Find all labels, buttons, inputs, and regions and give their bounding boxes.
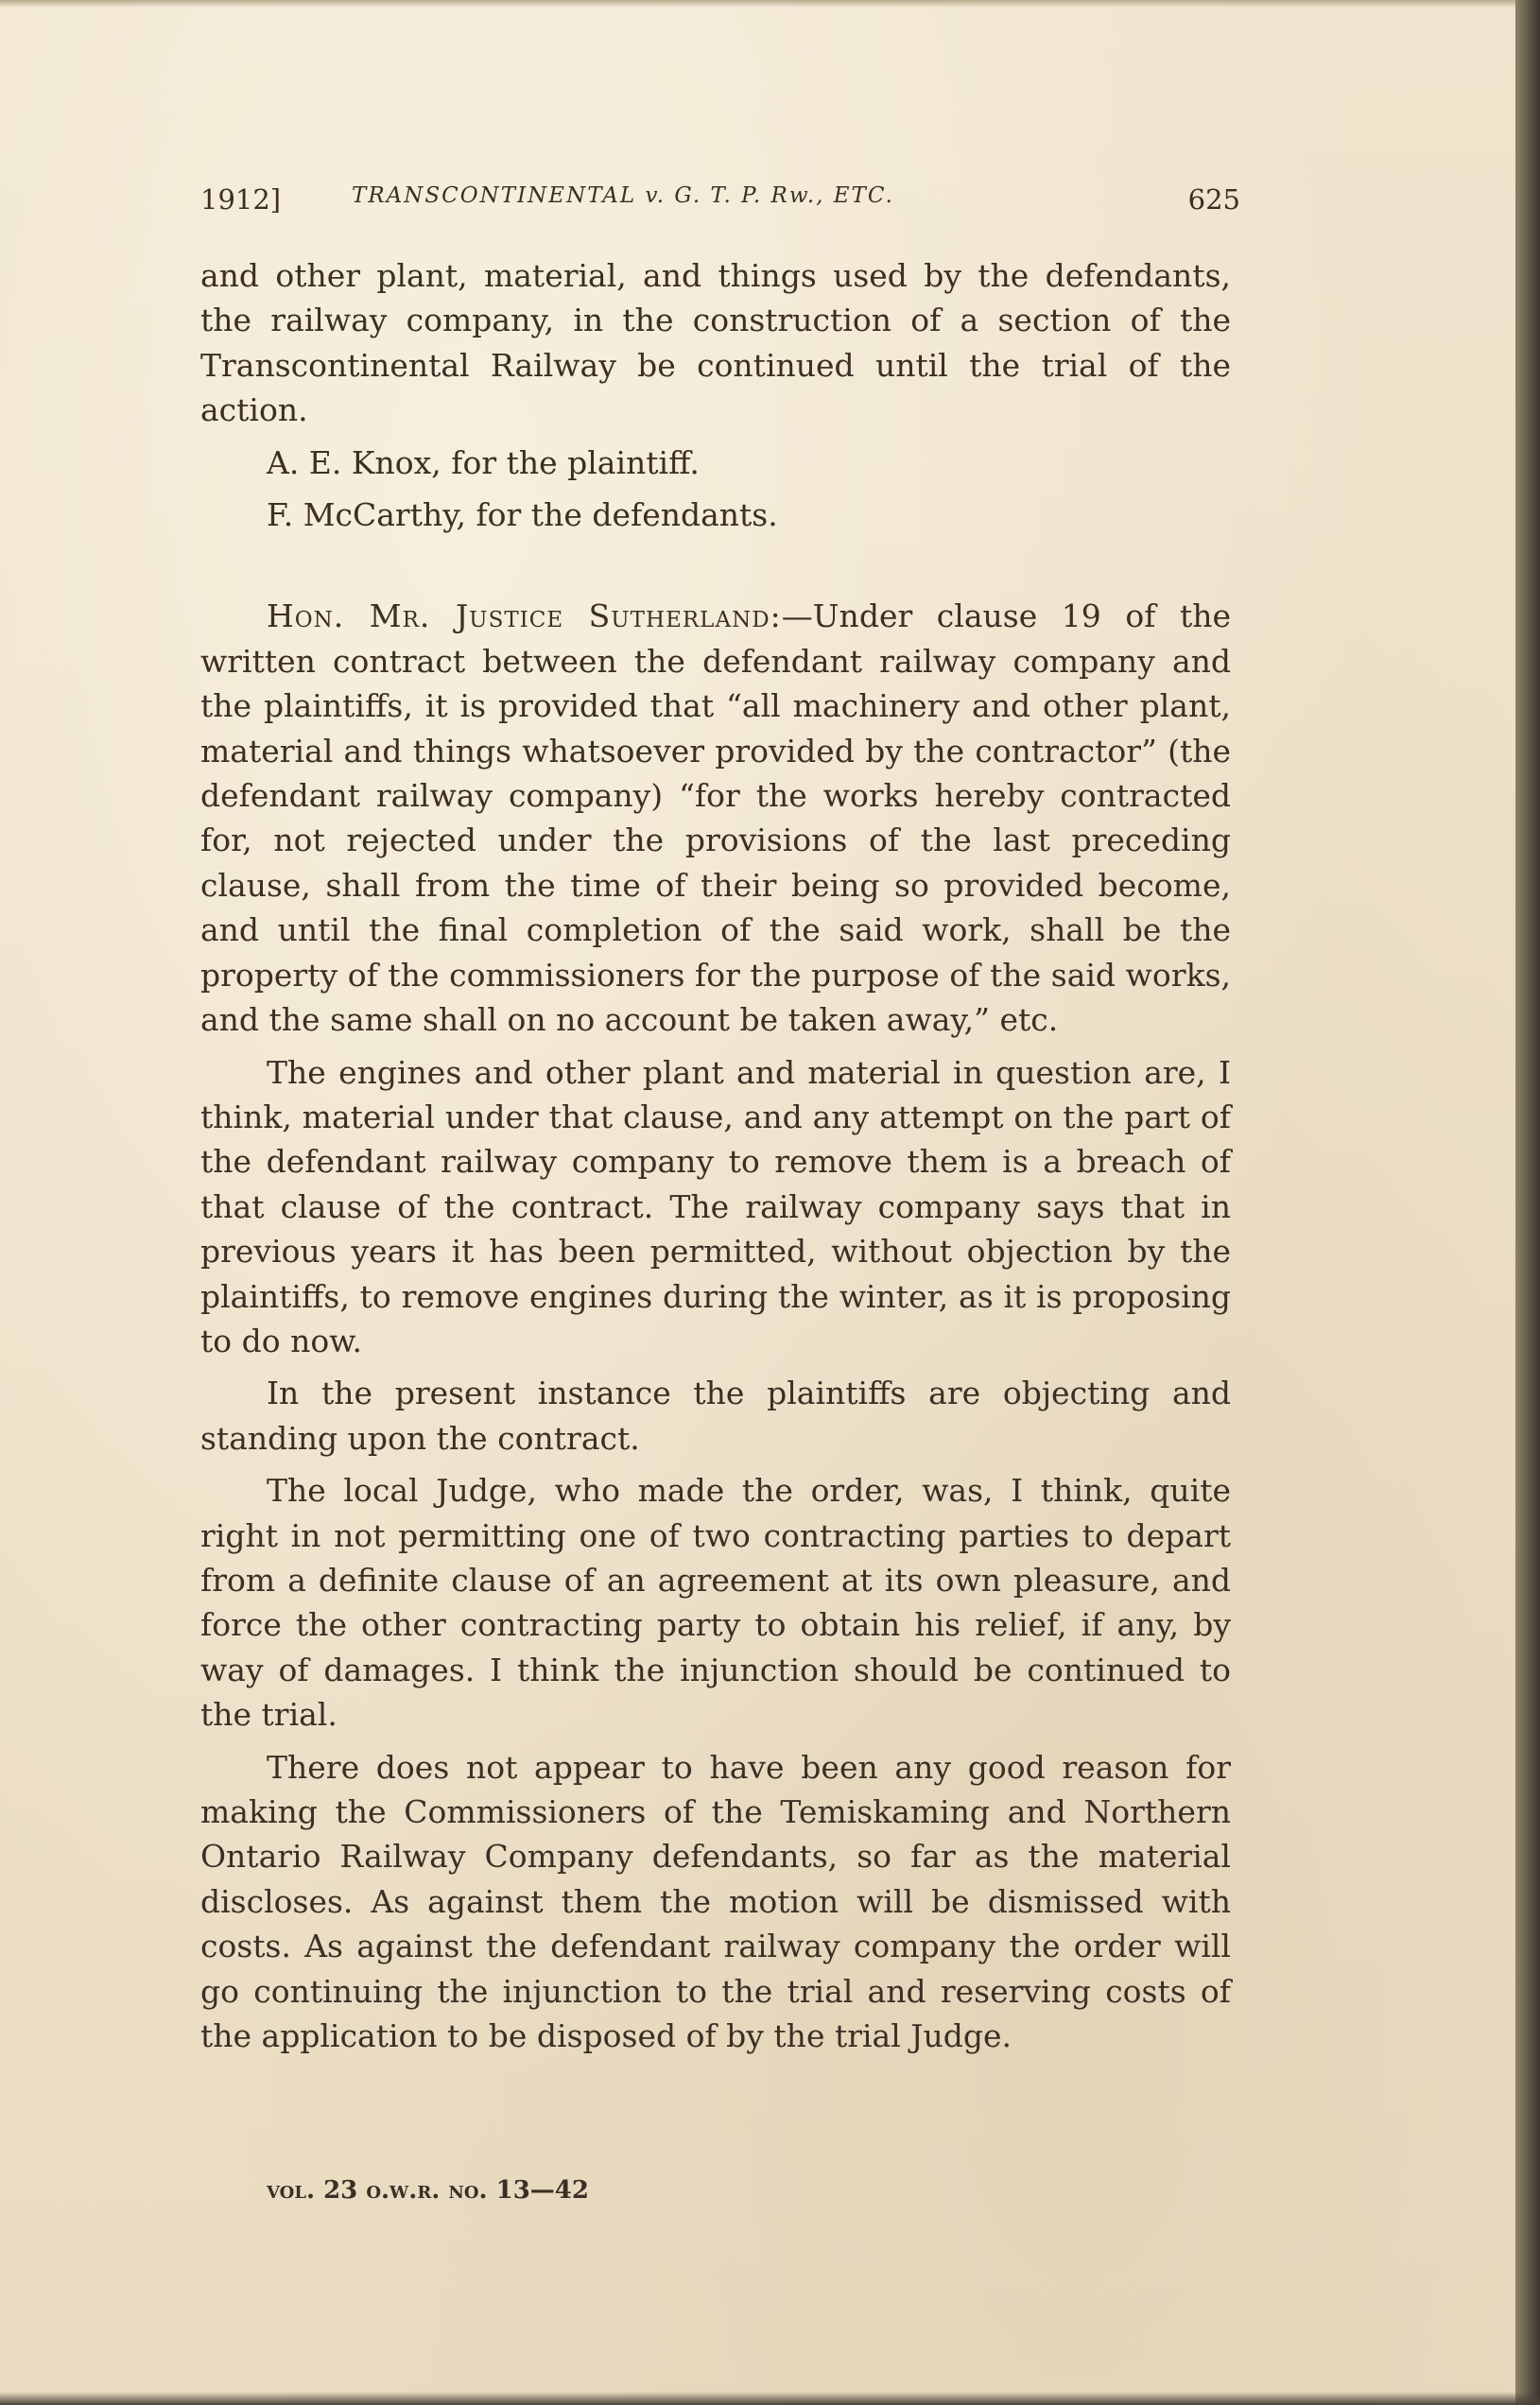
judgment-paragraph-1-text: —Under clause 19 of the written contract between the defendant railway company and the plaintiffs, it is provided that “all machinery and other plant, material and things whatsoever provided by the contractor” (the defendant railway company) “for the works hereby contracted for, not rejected under the provisions of the last preceding clause, shall from the time of their being so provided become, and until the final completion of the said work, shall be the property of the commissioners for the purpose of the said works, and the same shall on no account be taken away,” etc. (200, 597, 1231, 1039)
page-bottom-edge (0, 2392, 1540, 2405)
signature-mark (267, 2176, 589, 2205)
running-head-year: 1912] (200, 183, 282, 216)
page-top-edge (0, 0, 1540, 8)
judgment-paragraph-5: There does not appear to have been any good reason for making the Commissioners of the Temiskaming and Northern Ontario Railway Company defendants, so far as the material discloses. As against them the motion will be dismissed with costs. As against the defendant railway company the order will go continuing the injunction to the trial and reserving costs of the application to be disposed of by the trial Judge. (200, 1748, 1231, 2055)
book-spine-shadow (1515, 0, 1540, 2405)
judgment-paragraph-2: The engines and other plant and material in question are, I think, material under that clause, and any attempt on the part of the defendant railway company to remove them is a breach of that clause of the contract. The railway company says that in previous years it has been permitted, without objection by the plaintiffs, to remove engines during the winter, as it is proposing to do now. (200, 1053, 1231, 1359)
judgment-paragraph-4: The local Judge, who made the order, was, I think, quite right in not permitting one of two contracting parties to depart from a definite clause of an agreement at its own pleasure, and force the other contracting party to obtain his relief, if any, by way of damages. I think the injunction should be continued to the trial. (200, 1472, 1231, 1734)
judgment-paragraph-3: In the present instance the plaintiffs are objecting and standing upon the contract. (200, 1375, 1231, 1457)
judge-name: Hon. Mr. Justice Sutherland: (267, 597, 782, 635)
page-text (200, 253, 1231, 2058)
counsel-plaintiff: A. E. Knox, for the plaintiff. (267, 443, 700, 481)
page-number: 625 (1187, 183, 1240, 216)
signature-text: vol. 23 o.w.r. no. 13—42 (267, 2176, 589, 2205)
running-head-title: TRANSCONTINENTAL v. G. T. P. Rw., ETC. (352, 183, 894, 208)
counsel-defendants: F. McCarthy, for the defendants. (267, 496, 778, 534)
opening-paragraph: and other plant, material, and things used by the defendants, the railway company, in the construction of a section of the Transcontinental Railway be continued until the trial of the action. (200, 257, 1231, 429)
section-gap (200, 537, 1231, 586)
running-head (200, 180, 1240, 229)
judgment-paragraph-1 (200, 594, 1231, 1042)
